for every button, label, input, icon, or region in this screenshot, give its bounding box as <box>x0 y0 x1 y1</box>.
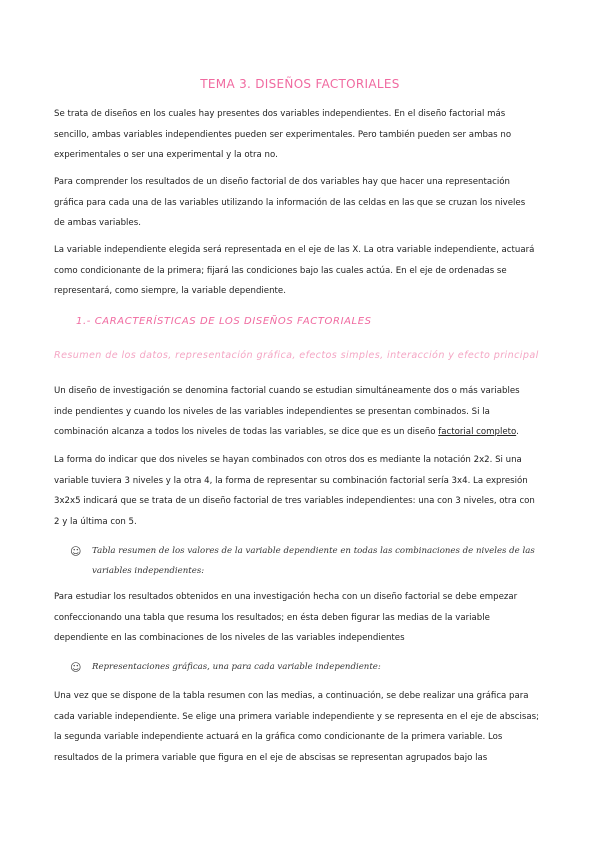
text-line: gráfica para cada una de las variables utilizando la información de las celdas en las que se cruzan los niveles <box>54 197 526 208</box>
text-line: Representaciones gráficas, una para cada variable independiente: <box>92 662 381 672</box>
intro-paragraph-1 <box>54 104 546 166</box>
underlined-term: factorial completo <box>438 427 517 437</box>
notation-paragraph <box>54 450 546 532</box>
text-line: Tabla resumen de los valores de la variable dependiente en todas las combinaciones de niveles de las <box>92 546 535 556</box>
bullet-summary-table <box>70 541 535 581</box>
text-line: variables independientes: <box>92 566 205 576</box>
text-fragment: combinación alcanza a todos los niveles de todas las variables, se dice que es un diseño <box>54 427 439 437</box>
bullet-text <box>92 541 535 581</box>
intro-paragraph-2 <box>54 172 546 234</box>
text-line: experimentales o ser una experimental y la otra no. <box>54 150 278 160</box>
intro-paragraph-3 <box>54 240 546 302</box>
section-subheading: Resumen de los datos, representación gráfica, efectos simples, interacción y efecto principal <box>54 350 539 361</box>
text-line: Se trata de diseños en los cuales hay presentes dos variables independientes. En el diseño factorial más <box>54 109 506 119</box>
text-fragment: . <box>516 427 519 437</box>
summary-table-paragraph <box>54 587 546 649</box>
text-line: Una vez que se dispone de la tabla resumen con las medias, a continuación, se debe realizar una gráfica para <box>54 691 529 701</box>
text-line: sencillo, ambas variables independientes pueden ser experimentales. Pero también pueden ser ambas no <box>54 129 512 140</box>
text-line: variable tuviera 3 niveles y la otra 4, la forma de representar su combinación factorial sería 3x4. La expresión <box>54 475 528 486</box>
text-line: resultados de la primera variable que figura en el eje de abscisas se representan agrupados bajo las <box>54 752 488 763</box>
bullet-text <box>92 657 381 677</box>
text-line: 2 y la última con 5. <box>54 516 137 527</box>
text-line: representará, como siempre, la variable dependiente. <box>54 286 286 296</box>
text-line: como condicionante de la primera; fijará las condiciones bajo las cuales actúa. En el eje de ordenadas se <box>54 265 507 276</box>
smiley-icon: ☺ <box>70 545 82 558</box>
text-line: La forma do indicar que dos niveles se hayan combinados con otros dos es mediante la notación 2x2. Si una <box>54 455 522 465</box>
text-line: confeccionando una tabla que resuma los resultados; en ésta deben figurar las medias de la variable <box>54 612 490 623</box>
text-line: la segunda variable independiente actuará en la gráfica como condicionante de la primera variable. Los <box>54 732 503 742</box>
text-line: inde pendientes y cuando los niveles de las variables independientes se presentan combinados. Si la <box>54 406 490 417</box>
document-title: TEMA 3. DISEÑOS FACTORIALES <box>200 77 400 91</box>
text-line: Para comprender los resultados de un diseño factorial de dos variables hay que hacer una representación <box>54 177 510 187</box>
factorial-definition-paragraph <box>54 381 546 443</box>
graphs-paragraph <box>54 686 546 768</box>
text-line: Un diseño de investigación se denomina factorial cuando se estudian simultáneamente dos o más variables <box>54 386 520 396</box>
section-heading: 1.- CARACTERÍSTICAS DE LOS DISEÑOS FACTORIALES <box>76 316 372 327</box>
smiley-icon: ☺ <box>70 661 82 674</box>
text-line: dependiente en las combinaciones de los niveles de las variables independientes <box>54 633 405 643</box>
text-line: Para estudiar los resultados obtenidos en una investigación hecha con un diseño factorial se debe empezar <box>54 592 518 602</box>
text-line: de ambas variables. <box>54 218 141 228</box>
text-line: La variable independiente elegida será representada en el eje de las X. La otra variable independiente, actuará <box>54 245 535 255</box>
text-line: 3x2x5 indicará que se trata de un diseño factorial de tres variables independientes: una con 3 niveles, otra con <box>54 496 535 506</box>
bullet-graphs <box>70 657 381 677</box>
text-line <box>54 422 546 443</box>
text-line: cada variable independiente. Se elige una primera variable independiente y se representa en el eje de abscisas; <box>54 711 539 722</box>
